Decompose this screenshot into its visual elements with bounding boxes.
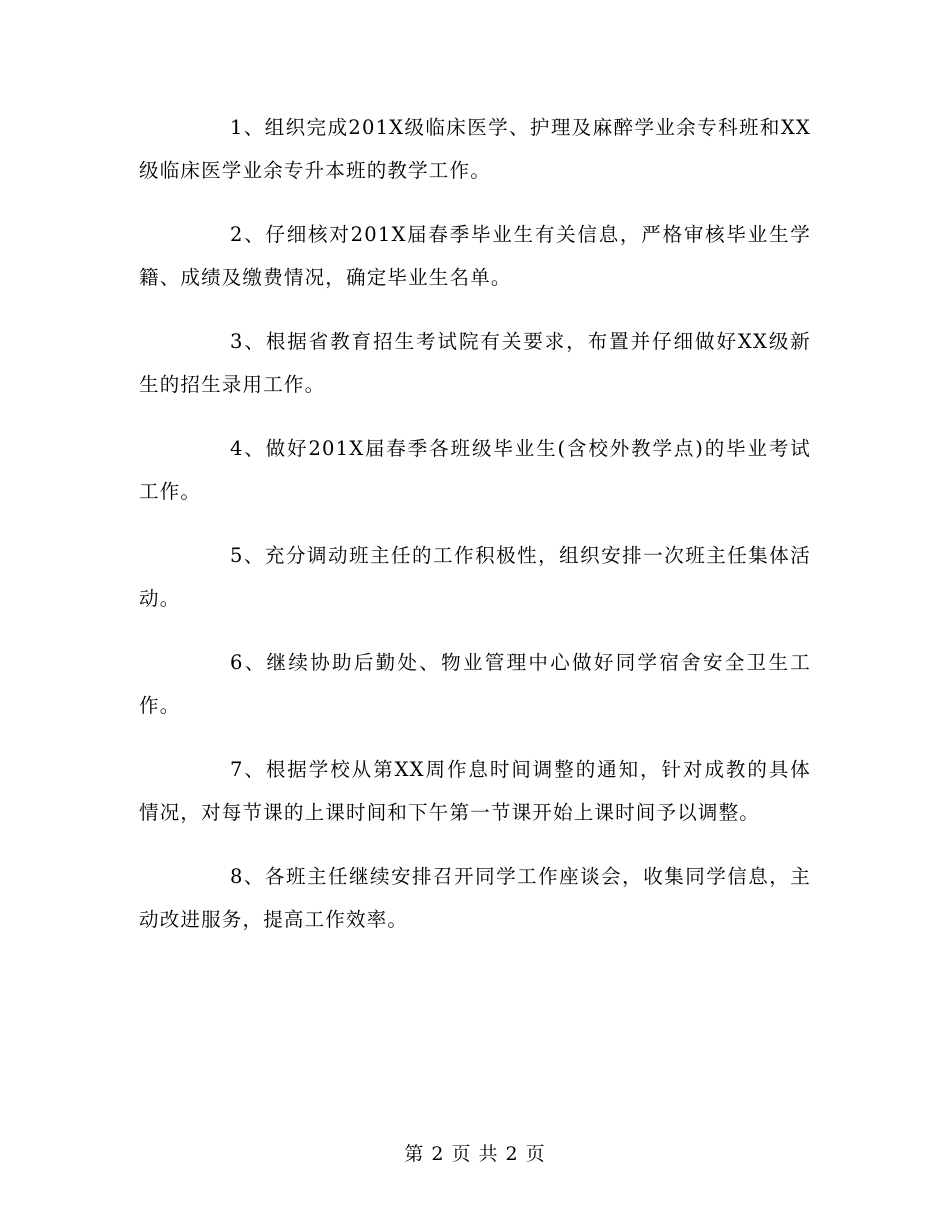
paragraph-3: 3、根据省教育招生考试院有关要求，布置并仔细做好XX级新生的招生录用工作。: [139, 330, 811, 396]
document-body: [139, 106, 811, 962]
paragraph-4: 4、做好201X届春季各班级毕业生(含校外教学点)的毕业考试工作。: [139, 437, 811, 503]
paragraph-7: 7、根据学校从第XX周作息时间调整的通知，针对成教的具体情况，对每节课的上课时间和下午第一节课开始上课时间予以调整。: [139, 758, 811, 824]
paragraph-5: 5、充分调动班主任的工作积极性，组织安排一次班主任集体活动。: [139, 544, 811, 610]
paragraph-6: 6、继续协助后勤处、物业管理中心做好同学宿舍安全卫生工作。: [139, 651, 811, 717]
paragraph-2: 2、仔细核对201X届春季毕业生有关信息，严格审核毕业生学籍、成绩及缴费情况，确定毕业生名单。: [139, 223, 811, 289]
page-footer: 第 2 页 共 2 页: [404, 1143, 546, 1165]
paragraph-8: 8、各班主任继续安排召开同学工作座谈会，收集同学信息，主动改进服务，提高工作效率。: [139, 865, 811, 931]
paragraph-1: 1、组织完成201X级临床医学、护理及麻醉学业余专科班和XX级临床医学业余专升本班的教学工作。: [139, 116, 811, 182]
